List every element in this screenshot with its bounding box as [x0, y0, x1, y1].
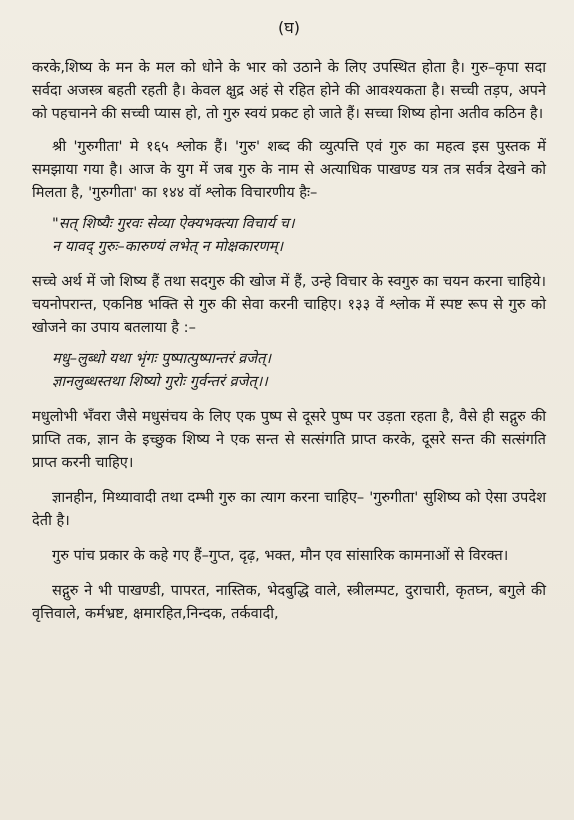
- paragraph-renounce-false-guru: ज्ञानहीन, मिथ्यावादी तथा दम्भी गुरु का त्याग करना चाहिए– 'गुरुगीता' सुशिष्य को ऐसा उपदेश देती है।: [32, 489, 546, 529]
- paragraph-choosing-guru: सच्चे अर्थ में जो शिष्य हैं तथा सदगुरु की खोज में हैं, उन्हे विचार के स्वगुरु का चयन करना चाहिये। चयनोपरान्त, एकनिष्ठ भक्ति से गुरु की सेवा करनी चाहिए। १३३ वें श्लोक में स्पष्ट रूप से गुरु को खोजने का उपाय बतलाया है :–: [32, 273, 546, 336]
- verse-line: मधु–लुब्धो यथा भृंगः पुष्पात्पुष्पान्तरं व्रजेत्।: [52, 350, 271, 367]
- paragraph-unworthy-list: सद्गुरु ने भी पाखण्डी, पापरत, नास्तिक, भेदबुद्धि वाले, स्त्रीलम्पट, दुराचारी, कृतघ्न, बगुले की वृत्तिवाले, कर्मभ्रष्ट, क्षमारहित,निन्दक, तर्कवादी,: [32, 582, 546, 622]
- page-number: (घ): [278, 18, 300, 37]
- verse-shloka-144: [52, 212, 546, 258]
- verse-shloka-133: [52, 347, 546, 393]
- verse-line: "सत् शिष्यैः गुरवः सेव्या ऐक्यभक्त्या विचार्य च।: [52, 215, 295, 232]
- verse-line: न यावद् गुरुः–कारुण्यं लभेत् न मोक्षकारणम्।: [52, 238, 284, 255]
- paragraph-gurugita-intro: श्री 'गुरुगीता' मे १६५ श्लोक हैं। 'गुरु' शब्द की व्युत्पत्ति एवं गुरु का महत्व इस पुस्तक में समझाया गया है। आज के युग में जब गुरु के नाम से अत्याधिक पाखण्ड यत्र तत्र सर्वत्र देखने को मिलता है, 'गुरुगीता' का १४४ वॉ श्लोक विचारणीय हैः–: [32, 138, 546, 201]
- paragraph-guru-grace: करके,शिष्य के मन के मल को धोने के भार को उठाने के लिए उपस्थित होता है। गुरु–कृपा सदा सर्वदा अजस्त्र बहती रहती है। केवल क्षुद्र अहं से रहित होने की आवश्यकता है। सच्ची तड़प, अपने को पहचानने की सच्ची प्यास हो, तो गुरु स्वयं प्रकट हो जाते हैं। सच्चा शिष्य होना अतीव कठिन है।: [32, 59, 546, 122]
- paragraph-bee-analogy: मधुलोभी भँवरा जैसे मधुसंचय के लिए एक पुष्प से दूसरे पुष्प पर उड़ता रहता है, वैसे ही सद्गुरु की प्राप्ति तक, ज्ञान के इच्छुक शिष्य ने एक सन्त से सत्संगति प्राप्त करके, दूसरे सन्त की सत्संगति प्राप्त करनी चाहिए।: [32, 408, 546, 471]
- verse-line: ज्ञानलुब्धस्तथा शिष्यो गुरोः गुर्वन्तरं व्रजेत्।।: [52, 373, 268, 390]
- paragraph-five-types-guru: गुरु पांच प्रकार के कहे गए हैं–गुप्त, दृढ़, भक्त, मौन एव सांसारिक कामनाओं से विरक्त।: [52, 547, 509, 564]
